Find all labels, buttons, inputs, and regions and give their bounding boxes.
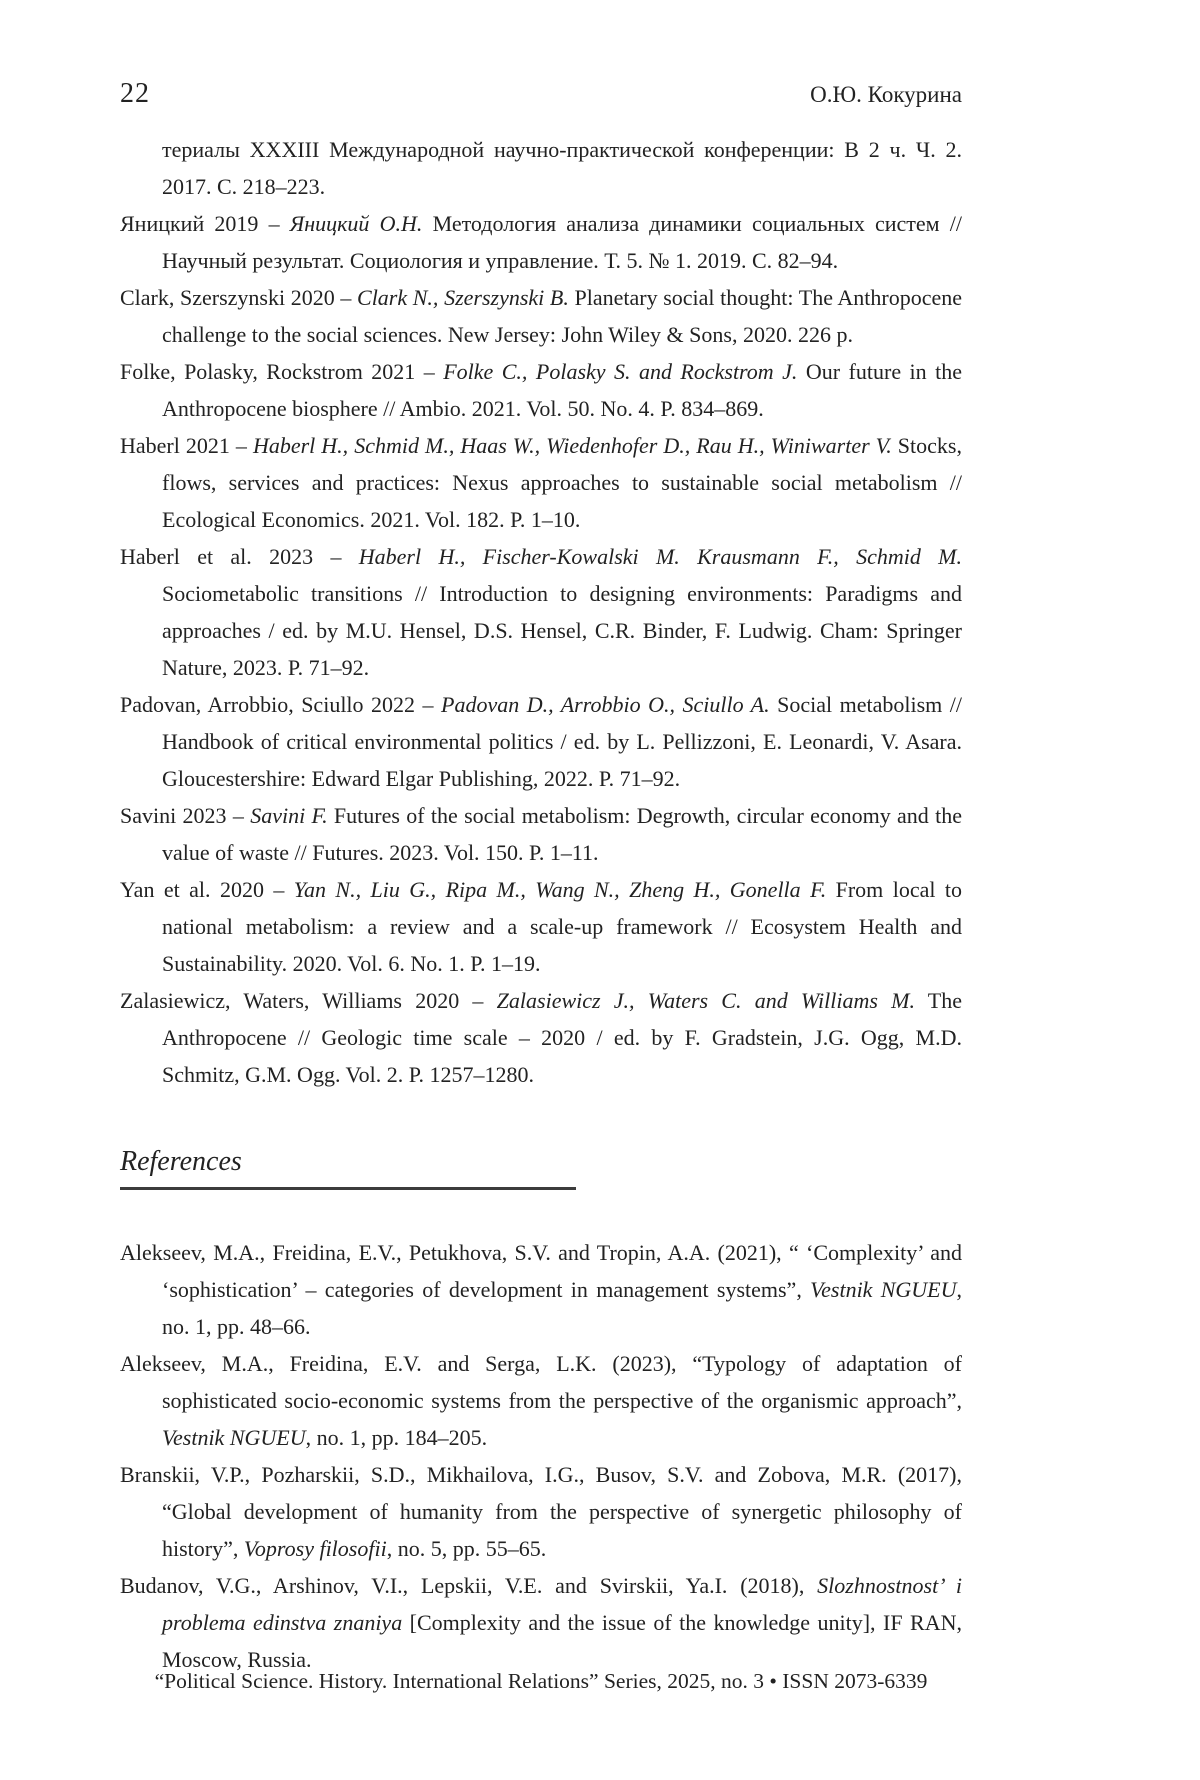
entry-segment: Методология анализа динамики социальных систем // Научный результат. Социология и управление. Т. 5. № 1. 2019. С. 82–94. [162,211,962,273]
reference-entry [120,279,962,353]
entry-segment: Budanov, V.G., Arshinov, V.I., Lepskii, V.E. and Svirskii, Ya.I. (2018), [120,1573,818,1598]
entry-segment: Voprosy filosofii [243,1536,387,1561]
entry-segment: Savini F. [250,803,328,828]
entry-segment: The Anthropocene // Geologic time scale – 2020 / ed. by F. Gradstein, J.G. Ogg, M.D. Schmitz, G.M. Ogg. Vol. 2. P. 1257–1280. [162,988,963,1087]
entry-segment: From local to national metabolism: a review and a scale-up framework // Ecosystem Health and Sustainability. 2020. Vol. 6. No. 1. P. 1–19. [162,877,962,976]
reference-entry [120,1234,962,1345]
entry-segment: Vestnik NGUEU [810,1277,957,1302]
entry-segment: Alekseev, M.A., Freidina, E.V., Petukhova, S.V. and Tropin, A.A. (2021), “ ‘Complexity’ and ‘sophistication’ – categories of development in management systems”, [120,1240,962,1302]
reference-entry [120,982,962,1093]
references-list [120,1234,962,1678]
entry-segment: Folke C., Polasky S. and Rockstrom J. [443,359,798,384]
reference-entry [120,353,962,427]
entry-segment: Яницкий О.Н. [289,211,423,236]
entry-segment: Futures of the social metabolism: Degrowth, circular economy and the value of waste // Futures. 2023. Vol. 150. P. 1–11. [162,803,963,865]
entry-segment: териалы XXXIII Международной научно-практической конференции: В 2 ч. Ч. 2. 2017. С. 218–223. [162,137,962,199]
references-heading-rule [120,1187,576,1190]
entry-segment: Zalasiewicz, Waters, Williams 2020 – [120,988,497,1013]
entry-segment: Zalasiewicz J., Waters C. and Williams M. [496,988,915,1013]
bibliography-list [120,131,962,1093]
entry-segment: , no. 1, pp. 48–66. [162,1277,963,1339]
references-heading: References [120,1146,242,1177]
entry-segment: Stocks, flows, services and practices: Nexus approaches to sustainable social metabolism // Ecological Economics. 2021. Vol. 182. P. 1–10. [162,433,962,532]
entry-segment: Folke, Polasky, Rockstrom 2021 – [120,359,444,384]
entry-segment: [Complexity and the issue of the knowledge unity], IF RAN, Moscow, Russia. [162,1610,963,1672]
entry-segment: Haberl 2021 – [120,433,253,458]
reference-entry [120,797,962,871]
reference-entry [120,871,962,982]
entry-segment: Slozhnostnost’ i problema edinstva znaniya [162,1573,962,1635]
entry-segment: , no. 5, pp. 55–65. [386,1536,547,1561]
reference-entry [120,1567,962,1678]
entry-segment: Vestnik NGUEU [162,1425,306,1450]
reference-entry [120,1345,962,1456]
entry-segment: Sociometabolic transitions // Introduction to designing environments: Paradigms and approaches / ed. by M.U. Hensel, D.S. Hensel, C.R. Binder, F. Ludwig. Cham: Springer Nature, 2023. P. 71–92. [162,581,962,680]
entry-segment: , no. 1, pp. 184–205. [305,1425,488,1450]
entry-segment: Haberl H., Fischer-Kowalski M. Krausmann F., Schmid M. [358,544,963,569]
reference-entry [120,538,962,686]
entry-segment: Planetary social thought: The Anthropocene challenge to the social sciences. New Jersey: John Wiley & Sons, 2020. 226 p. [162,285,962,347]
entry-segment: Clark N., Szerszynski B. [357,285,569,310]
entry-segment: Yan N., Liu G., Ripa M., Wang N., Zheng H., Gonella F. [293,877,827,902]
entry-segment: Padovan, Arrobbio, Sciullo 2022 – [120,692,442,717]
entry-segment: Clark, Szerszynski 2020 – [120,285,358,310]
entry-segment: Padovan D., Arrobbio O., Sciullo A. [441,692,770,717]
entry-segment: Branskii, V.P., Pozharskii, S.D., Mikhailova, I.G., Busov, S.V. and Zobova, M.R. (2017), “Global development of humanity from the perspective of synergetic philosophy of history”, [120,1462,962,1561]
entry-segment: Haberl et al. 2023 – [120,544,359,569]
entry-segment: Social metabolism // Handbook of critical environmental politics / ed. by L. Pellizzoni, E. Leonardi, V. Asara. Gloucestershire: Edward Elgar Publishing, 2022. P. 71–92. [162,692,962,791]
entry-segment: Alekseev, M.A., Freidina, E.V. and Serga, L.K. (2023), “Typology of adaptation of sophisticated socio-economic systems from the perspective of the organismic approach”, [120,1351,962,1413]
reference-entry [120,427,962,538]
entry-segment: Haberl H., Schmid M., Haas W., Wiedenhofer D., Rau H., Winiwarter V. [252,433,892,458]
text-column [120,131,962,1678]
entry-segment: Our future in the Anthropocene biosphere // Ambio. 2021. Vol. 50. No. 4. P. 834–869. [162,359,962,421]
reference-entry [120,1456,962,1567]
reference-entry [120,205,962,279]
running-head-author: О.Ю. Кокурина [810,82,962,107]
page-number: 22 [120,78,150,109]
reference-entry [120,131,962,205]
entry-segment: Яницкий 2019 – [120,211,290,236]
entry-segment: Savini 2023 – [120,803,251,828]
running-header [120,78,962,110]
reference-entry [120,686,962,797]
entry-segment: Yan et al. 2020 – [120,877,294,902]
page-footer: “Political Science. History. International Relations” Series, 2025, no. 3 • ISSN 2073-6339 [154,1669,928,1693]
